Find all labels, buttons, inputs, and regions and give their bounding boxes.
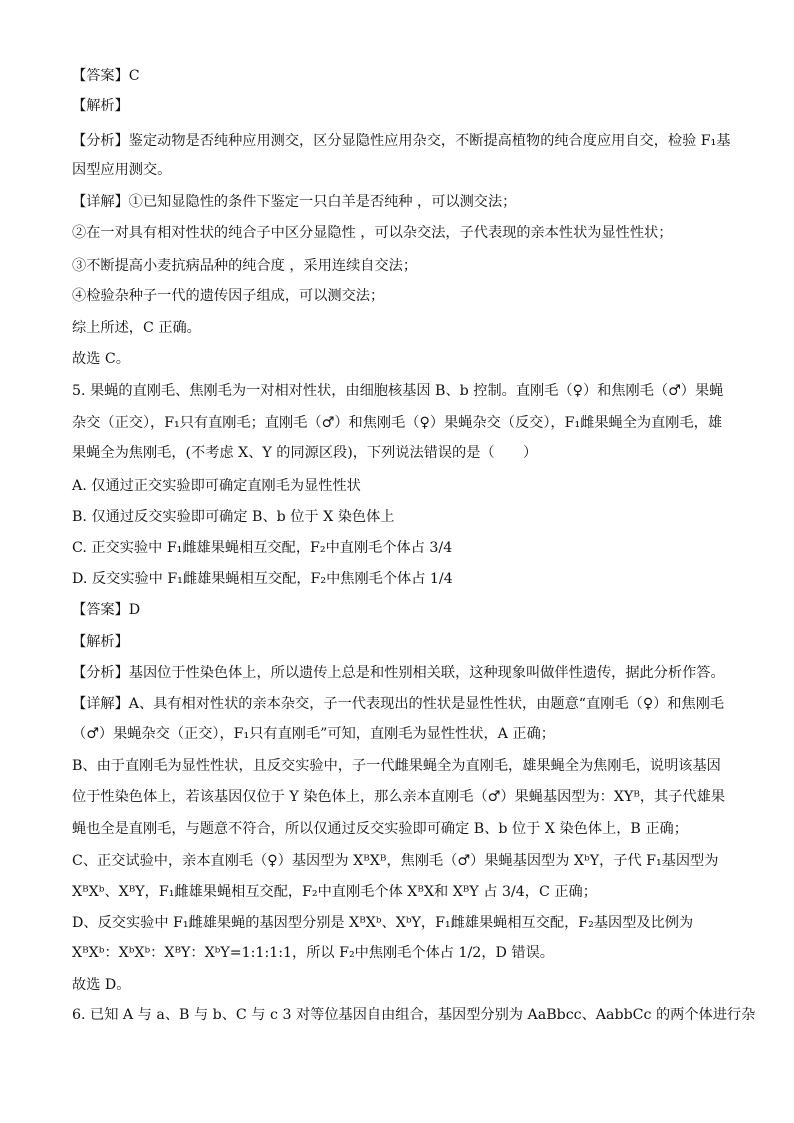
question-5-line1: 5. 果蝇的直刚毛、焦刚毛为一对相对性状，由细胞核基因 B、b 控制。直刚毛（♀）和焦刚毛（♂）果蝇 <box>72 383 724 399</box>
detail-text-q5-line2: （♂）果蝇杂交（正交），F₁只有直刚毛”可知，直刚毛为显性性状，A 正确； <box>72 726 555 742</box>
detail-text-q5-line5: 蝇也全是直刚毛，与题意不符合，所以仅通过反交实验即可确定 B、b 位于 X 染色体上，B 正确； <box>72 821 688 837</box>
option-b-q5: B. 仅通过反交实验即可确定 B、b 位于 X 染色体上 <box>72 509 395 525</box>
option-d-q5: D. 反交实验中 F₁雌雄果蝇相互交配，F₂中焦刚毛个体占 1/4 <box>72 571 453 587</box>
question-5-line2: 杂交（正交），F₁只有直刚毛；直刚毛（♂）和焦刚毛（♀）果蝇杂交（反交），F₁雌果蝇全为直刚毛，雄 <box>72 415 723 431</box>
detail-text-q5-line8: D、反交实验中 F₁雌雄果蝇的基因型分别是 XᴮXᵇ、XᵇY，F₁雌雄果蝇相互交配，F₂基因型及比例为 <box>72 915 694 931</box>
answer-label-q4: 【答案】C <box>72 68 140 84</box>
detail-text-q5-line3: B、由于直刚毛为显性性状，且反交实验中，子一代雌果蝇全为直刚毛，雄果蝇全为焦刚毛，说明该基因 <box>72 758 721 774</box>
detail-text-q4-line3: ③不断提高小麦抗病品种的纯合度 ，采用连续自交法； <box>72 258 418 274</box>
analysis-heading-q4: 【解析】 <box>72 98 129 114</box>
choice-q4: 故选 C。 <box>72 351 130 367</box>
analysis-text-q5: 【分析】基因位于性染色体上，所以遗传上总是和性别相关联，这种现象叫做伴性遗传，据此分析作答。 <box>72 665 725 681</box>
analysis-heading-q5: 【解析】 <box>72 634 129 650</box>
summary-q4: 综上所述，C 正确。 <box>72 320 201 336</box>
analysis-text-q4-line2: 因型应用测交。 <box>72 162 172 178</box>
question-6-line1: 6. 已知 A 与 a、B 与 b、C 与 c 3 对等位基因自由组合，基因型分别为 AaBbcc、AabbCc 的两个体进行杂 <box>72 1007 756 1023</box>
choice-q5: 故选 D。 <box>72 977 131 993</box>
answer-label-q5: 【答案】D <box>72 602 141 618</box>
analysis-text-q4-line1: 【分析】鉴定动物是否纯种应用测交，区分显隐性应用杂交，不断提高植物的纯合度应用自交，检验 F₁基 <box>72 133 731 149</box>
detail-text-q5-line4: 位于性染色体上，若该基因仅位于 Y 染色体上，那么亲本直刚毛（♂）果蝇基因型为：XYᴮ，其子代雄果 <box>72 789 726 805</box>
detail-text-q5-line6: C、正交试验中，亲本直刚毛（♀）基因型为 XᴮXᴮ，焦刚毛（♂）果蝇基因型为 XᵇY，子代 F₁基因型为 <box>72 853 719 869</box>
detail-text-q4-line2: ②在一对具有相对性状的纯合子中区分显隐性 ，可以杂交法，子代表现的亲本性状为显性性状； <box>72 225 673 241</box>
option-c-q5: C. 正交实验中 F₁雌雄果蝇相互交配，F₂中直刚毛个体占 3/4 <box>72 540 453 556</box>
detail-text-q4-line4: ④检验杂种子一代的遗传因子组成，可以测交法； <box>72 288 385 304</box>
option-a-q5: A. 仅通过正交实验即可确定直刚毛为显性性状 <box>72 478 361 494</box>
detail-text-q5-line1: 【详解】A、具有相对性状的亲本杂交，子一代表现出的性状是显性性状，由题意“直刚毛（♀）和焦刚毛 <box>72 696 725 712</box>
detail-text-q5-line9: XᴮXᵇ：XᵇXᵇ：XᴮY：XᵇY=1:1:1:1，所以 F₂中焦刚毛个体占 1/2，D 错误。 <box>72 945 554 961</box>
question-5-line3: 果蝇全为焦刚毛，(不考虑 X、Y 的同源区段)，下列说法错误的是（ ） <box>72 445 538 461</box>
detail-text-q5-line7: XᴮXᵇ、XᴮY，F₁雌雄果蝇相互交配，F₂中直刚毛个体 XᴮX和 XᴮY 占 3/4，C 正确； <box>72 884 597 900</box>
detail-text-q4-line1: 【详解】①已知显隐性的条件下鉴定一只白羊是否纯种 ，可以测交法； <box>72 194 517 210</box>
